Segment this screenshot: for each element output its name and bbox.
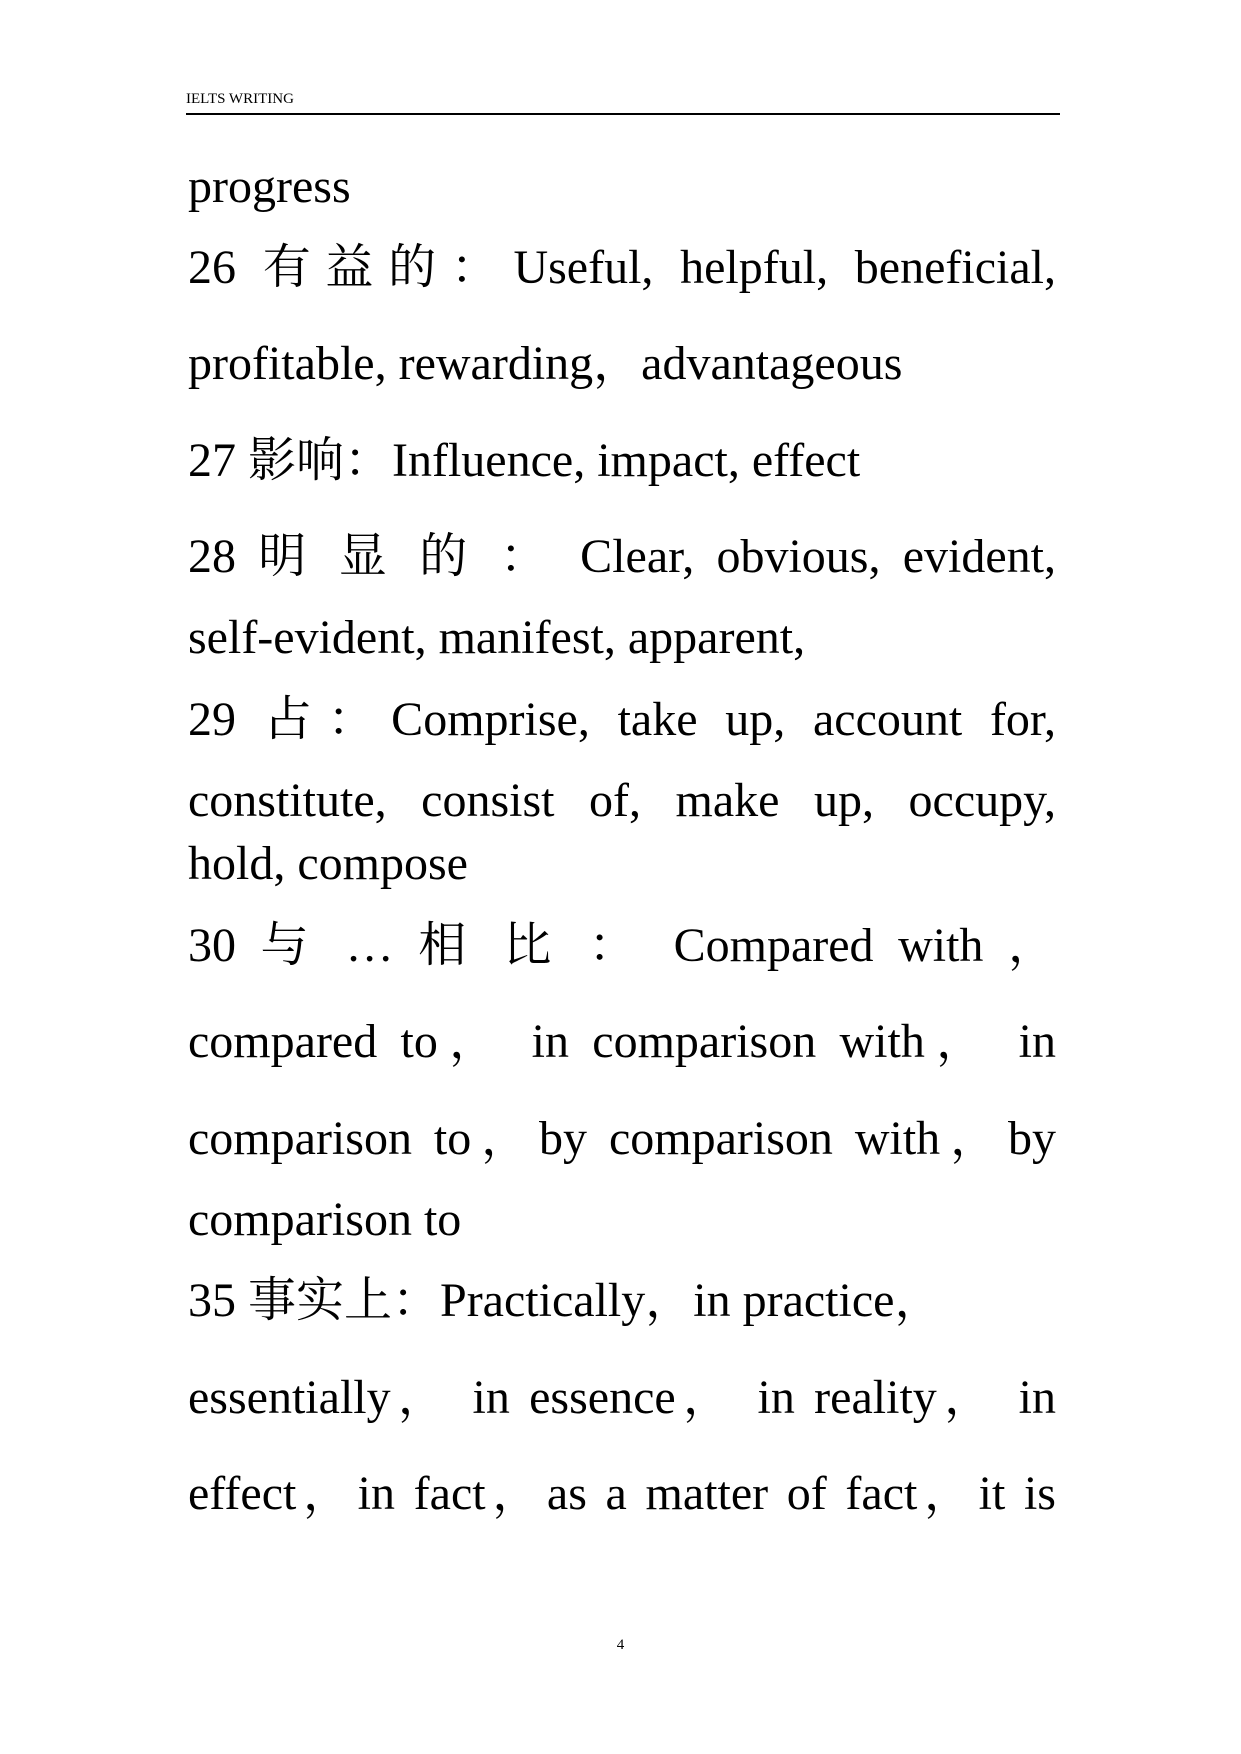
text-line: profitable, rewarding，advantageous	[188, 337, 903, 390]
text-line: comparison to	[188, 1193, 462, 1246]
text-line: 30 与 … 相 比 ： Compared with ，	[188, 919, 1056, 972]
text-line: self-evident, manifest, apparent,	[188, 611, 806, 664]
text-line: 35 事实上：Practically，in practice，	[188, 1274, 943, 1327]
text-line: 26 有益的：Useful, helpful, beneficial,	[188, 241, 1056, 294]
text-line: progress	[188, 160, 351, 213]
header-title: IELTS WRITING	[186, 91, 294, 107]
text-line: compared to， in comparison with， in	[188, 1015, 1056, 1068]
page-number: 4	[616, 1637, 625, 1653]
text-line: 27 影响：Influence, impact, effect	[188, 434, 861, 487]
text-line: comparison to，by comparison with，by	[188, 1112, 1056, 1165]
text-line: 29 占：Comprise, take up, account for,	[188, 693, 1056, 746]
page-header	[186, 90, 1060, 115]
text-line: 28 明 显 的 ： Clear, obvious, evident,	[188, 530, 1056, 583]
text-line: hold, compose	[188, 837, 468, 890]
text-line: effect，in fact，as a matter of fact，it is	[188, 1467, 1056, 1520]
text-line: essentially， in essence， in reality， in	[188, 1371, 1056, 1424]
text-line: constitute, consist of, make up, occupy,	[188, 774, 1056, 827]
